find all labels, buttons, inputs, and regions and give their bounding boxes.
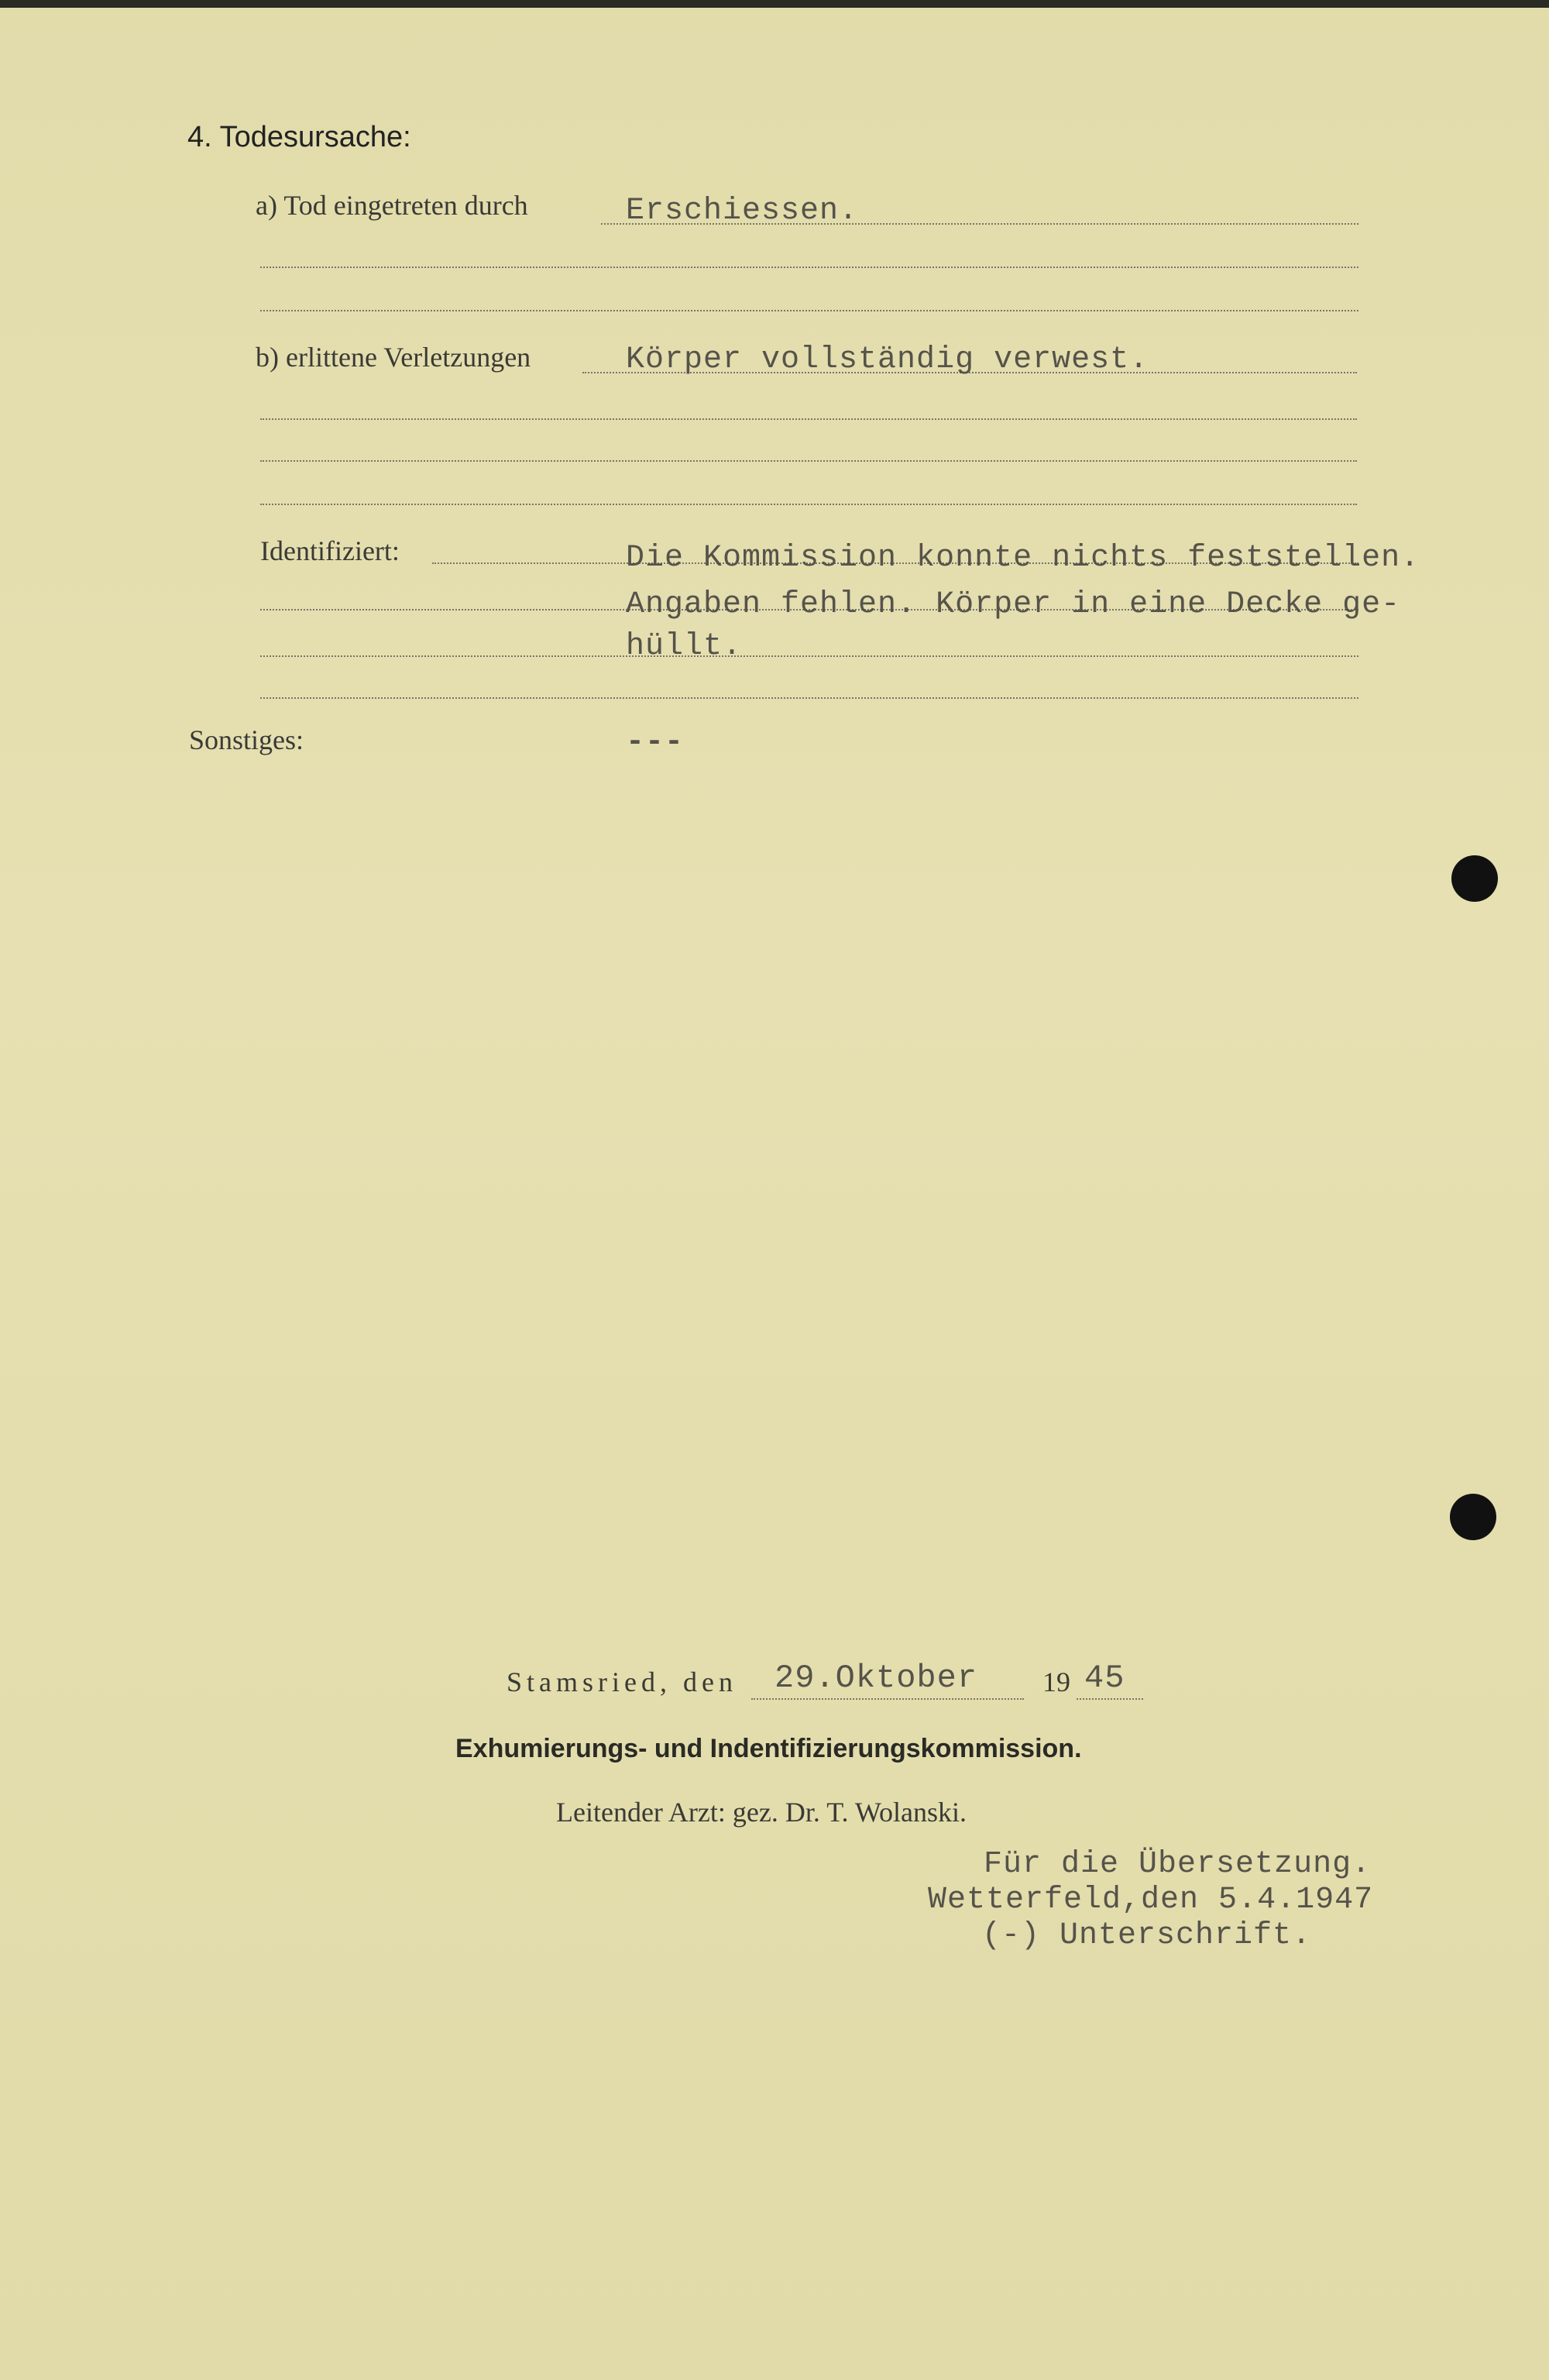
dotted-line	[260, 697, 1358, 699]
dotted-line	[260, 504, 1357, 505]
section-heading: 4. Todesursache:	[187, 121, 411, 153]
translation-line-3: (-) Unterschrift.	[982, 1918, 1312, 1953]
dotted-line	[260, 310, 1358, 311]
dotted-line	[751, 1698, 1024, 1700]
cause-b-value: Körper vollständig verwest.	[626, 342, 1149, 377]
other-value: ---	[626, 725, 685, 760]
cause-a-value: Erschiessen.	[626, 194, 859, 229]
year-prefix: 19	[1042, 1666, 1070, 1697]
dotted-line	[260, 418, 1357, 420]
other-label: Sonstiges:	[189, 724, 304, 755]
cause-a-label: a) Tod eingetreten durch	[256, 190, 528, 221]
identified-label: Identifiziert:	[260, 535, 400, 566]
identified-line-1: Die Kommission konnte nichts feststellen.	[626, 541, 1420, 576]
punch-hole	[1450, 1494, 1496, 1540]
punch-hole	[1451, 855, 1498, 902]
top-edge	[0, 0, 1549, 8]
translation-line-2: Wetterfeld,den 5.4.1947	[928, 1883, 1374, 1917]
date-value: 29.Oktober	[774, 1659, 978, 1697]
translation-line-1: Für die Übersetzung.	[984, 1847, 1372, 1882]
identified-line-2: Angaben fehlen. Körper in eine Decke ge-	[626, 587, 1401, 622]
cause-b-label: b) erlittene Verletzungen	[256, 342, 531, 373]
dotted-line	[1077, 1698, 1143, 1700]
dotted-line	[260, 267, 1358, 268]
year-value: 45	[1084, 1659, 1125, 1697]
doctor-signature-line: Leitender Arzt: gez. Dr. T. Wolanski.	[556, 1797, 967, 1828]
place-label: Stamsried, den	[507, 1666, 737, 1697]
dotted-line	[260, 655, 1358, 657]
commission-name: Exhumierungs- und Indentifizierungskommission.	[455, 1734, 1082, 1763]
dotted-line	[260, 460, 1357, 462]
identified-line-3: hüllt.	[626, 629, 743, 664]
